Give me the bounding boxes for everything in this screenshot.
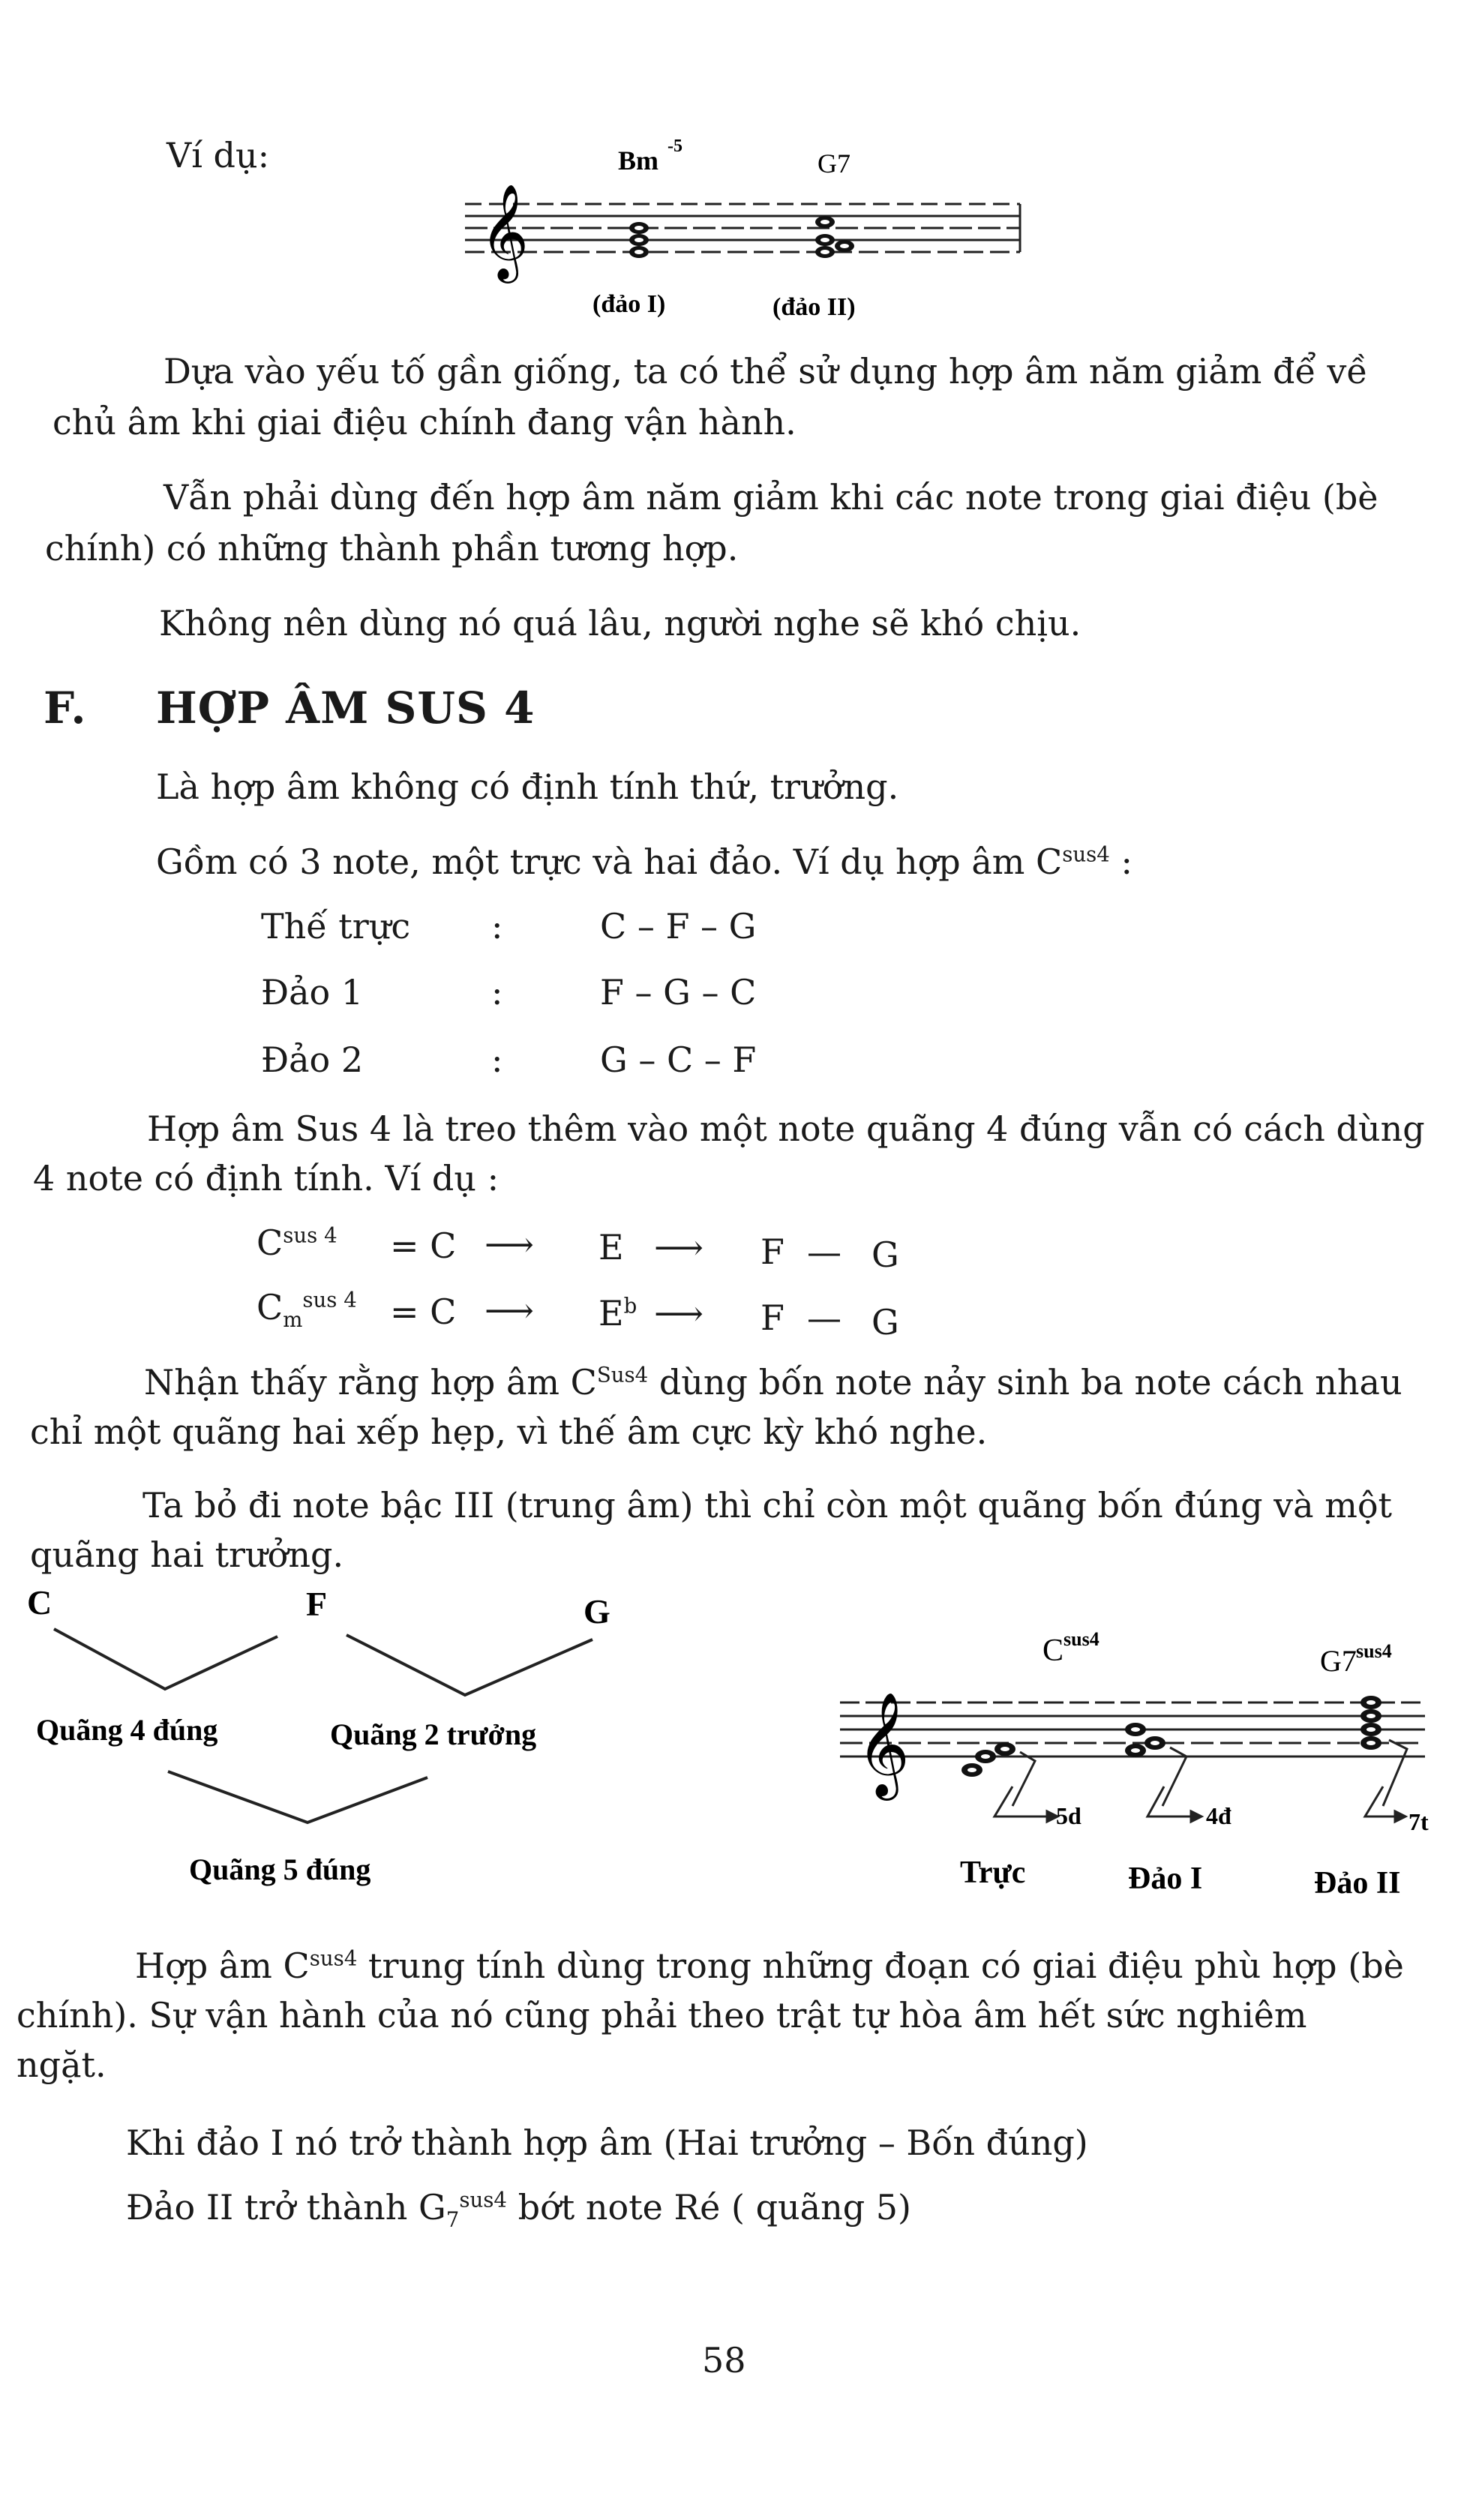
inversion-colon: : (491, 972, 503, 1012)
inversion-colon: : (491, 906, 503, 946)
chord-notes-1 (629, 222, 649, 258)
chain-note-2: E (598, 1227, 624, 1268)
arrow-right-icon: ⟶ (654, 1293, 704, 1334)
section-letter: F. (44, 682, 87, 734)
sus-paragraph-line-1: Hợp âm Sus 4 là treo thêm vào một note quãng 4 đúng vẫn có cách dùng (147, 1108, 1425, 1149)
example-label: Ví dụ: (166, 135, 270, 176)
closing-line-4: Khi đảo I nó trở thành hợp âm (Hai trưởng – Bốn đúng) (126, 2122, 1088, 2163)
bracket-q4 (54, 1629, 278, 1689)
chain-eq: = C (390, 1226, 457, 1266)
paragraph-3: Không nên dùng nó quá lâu, người nghe sẽ khó chịu. (159, 603, 1082, 644)
chord-label-g7: G7 (818, 148, 850, 178)
paragraph-2-line-1: Vẫn phải dùng đến hợp âm năm giảm khi các note trong giai điệu (bè (164, 477, 1378, 518)
observe-line-2: chỉ một quãng hai xếp hẹp, vì thế âm cực kỳ khó nghe. (30, 1412, 988, 1452)
observe-line-1: Nhận thấy rằng hợp âm $C^{Sus4}$ dùng bốn note nảy sinh ba note cách nhau (144, 1362, 1402, 1402)
chord-notes-dao-2 (1360, 1696, 1382, 1750)
arrow-right-icon: ⟶ (484, 1224, 534, 1264)
section-notes-line (156, 842, 1132, 883)
chain-note-3: F (760, 1298, 784, 1338)
chord-notes-dao-1 (1125, 1723, 1166, 1757)
interval-label-q4: Quãng 4 đúng (36, 1713, 218, 1747)
inversion-label-1: (đảo I) (592, 290, 666, 318)
section-intro: Là hợp âm không có định tính thứ, trưởng. (156, 766, 899, 807)
chain-chord: $C^{sus 4}$ (256, 1222, 338, 1263)
arrow-right-icon: ⟶ (654, 1227, 704, 1268)
inversion-notes: G – C – F (600, 1040, 757, 1080)
treble-clef-icon: 𝄞 (480, 186, 530, 278)
interval-label-q5: Quãng 5 đúng (189, 1852, 371, 1886)
notes-line-sup: sus4 (1062, 842, 1110, 867)
sus-paragraph-line-2: 4 note có định tính. Ví dụ : (33, 1158, 500, 1198)
bracket-q5 (168, 1772, 428, 1822)
dash-icon: — (807, 1232, 842, 1272)
page-number: 58 (702, 2340, 746, 2380)
interval-note-g: G (584, 1592, 610, 1630)
interval-7t: 7t (1408, 1808, 1429, 1835)
closing-line-3: ngặt. (16, 2044, 106, 2085)
interval-label-q2: Quãng 2 trưởng (330, 1718, 537, 1751)
chord-label-bm: Bm (618, 146, 658, 176)
inversion-label-2: (đảo II) (772, 293, 856, 321)
dash-icon: — (807, 1298, 842, 1338)
section-title: HỢP ÂM SUS 4 (156, 682, 536, 734)
inversion-colon: : (491, 1040, 503, 1080)
inversion-name: Đảo 2 (261, 1040, 364, 1080)
chain-note-3: F (760, 1232, 784, 1272)
closing-line-2: chính). Sự vận hành của nó cũng phải theo trật tự hòa âm hết sức nghiêm (16, 1995, 1307, 2036)
inversion-name: Thế trực (261, 906, 411, 946)
closing-line-1: Hợp âm $C^{sus4}$ trung tính dùng trong những đoạn có giai điệu phù hợp (bè (135, 1946, 1404, 1986)
observe-line-4: quãng hai trưởng. (30, 1534, 344, 1575)
music-staff-example (450, 135, 1035, 330)
interval-5d: 5d (1056, 1802, 1082, 1829)
arrow-right-icon: ⟶ (484, 1290, 534, 1330)
chord-label-csus4: C (1042, 1634, 1064, 1668)
interval-diagram (22, 1575, 652, 1905)
svg-text:sus4: sus4 (1064, 1628, 1100, 1650)
inversion-name: Đảo 1 (261, 972, 364, 1012)
chain-note-2: $E^b$ (598, 1293, 638, 1334)
chain-note-4: G (872, 1234, 899, 1275)
label-dao-1: Đảo I (1128, 1862, 1203, 1896)
chain-note-4: G (872, 1302, 899, 1342)
closing-line-5: Đảo II trở thành $G_7^{sus4}$ bớt note Ré ( quãng 5) (126, 2187, 911, 2233)
music-staff-sus4 (825, 1620, 1440, 1920)
svg-text:sus4: sus4 (1356, 1640, 1392, 1662)
notes-line-colon: : (1120, 842, 1132, 882)
inversion-notes: C – F – G (600, 906, 757, 946)
chord-label-bm-sup: -5 (668, 136, 682, 156)
chord-label-g7sus4: G7 (1320, 1644, 1357, 1678)
paragraph-2-line-2: chính) có những thành phần tương hợp. (45, 528, 739, 568)
label-truc: Trực (960, 1856, 1026, 1890)
notes-line-text: Gồm có 3 note, một trực và hai đảo. Ví dụ hợp âm C (156, 842, 1063, 882)
label-dao-2: Đảo II (1314, 1866, 1401, 1900)
bracket-q2 (346, 1635, 592, 1695)
paragraph-1-line-1: Dựa vào yếu tố gần giống, ta có thể sử dụng hợp âm năm giảm để về (164, 351, 1368, 392)
interval-note-c: C (27, 1583, 52, 1622)
chord-notes-trực (962, 1742, 1016, 1777)
interval-4d: 4đ (1206, 1802, 1232, 1829)
inversion-notes: F – G – C (600, 972, 757, 1012)
paragraph-1-line-2: chủ âm khi giai điệu chính đang vận hành. (52, 402, 796, 442)
interval-note-f: F (306, 1585, 328, 1623)
treble-clef-icon: 𝄞 (856, 1694, 910, 1794)
chain-chord: $C_m^{sus 4}$ (256, 1287, 357, 1333)
chain-eq: = C (390, 1292, 457, 1332)
observe-line-3: Ta bỏ đi note bậc III (trung âm) thì chỉ còn một quãng bốn đúng và một (142, 1485, 1393, 1526)
